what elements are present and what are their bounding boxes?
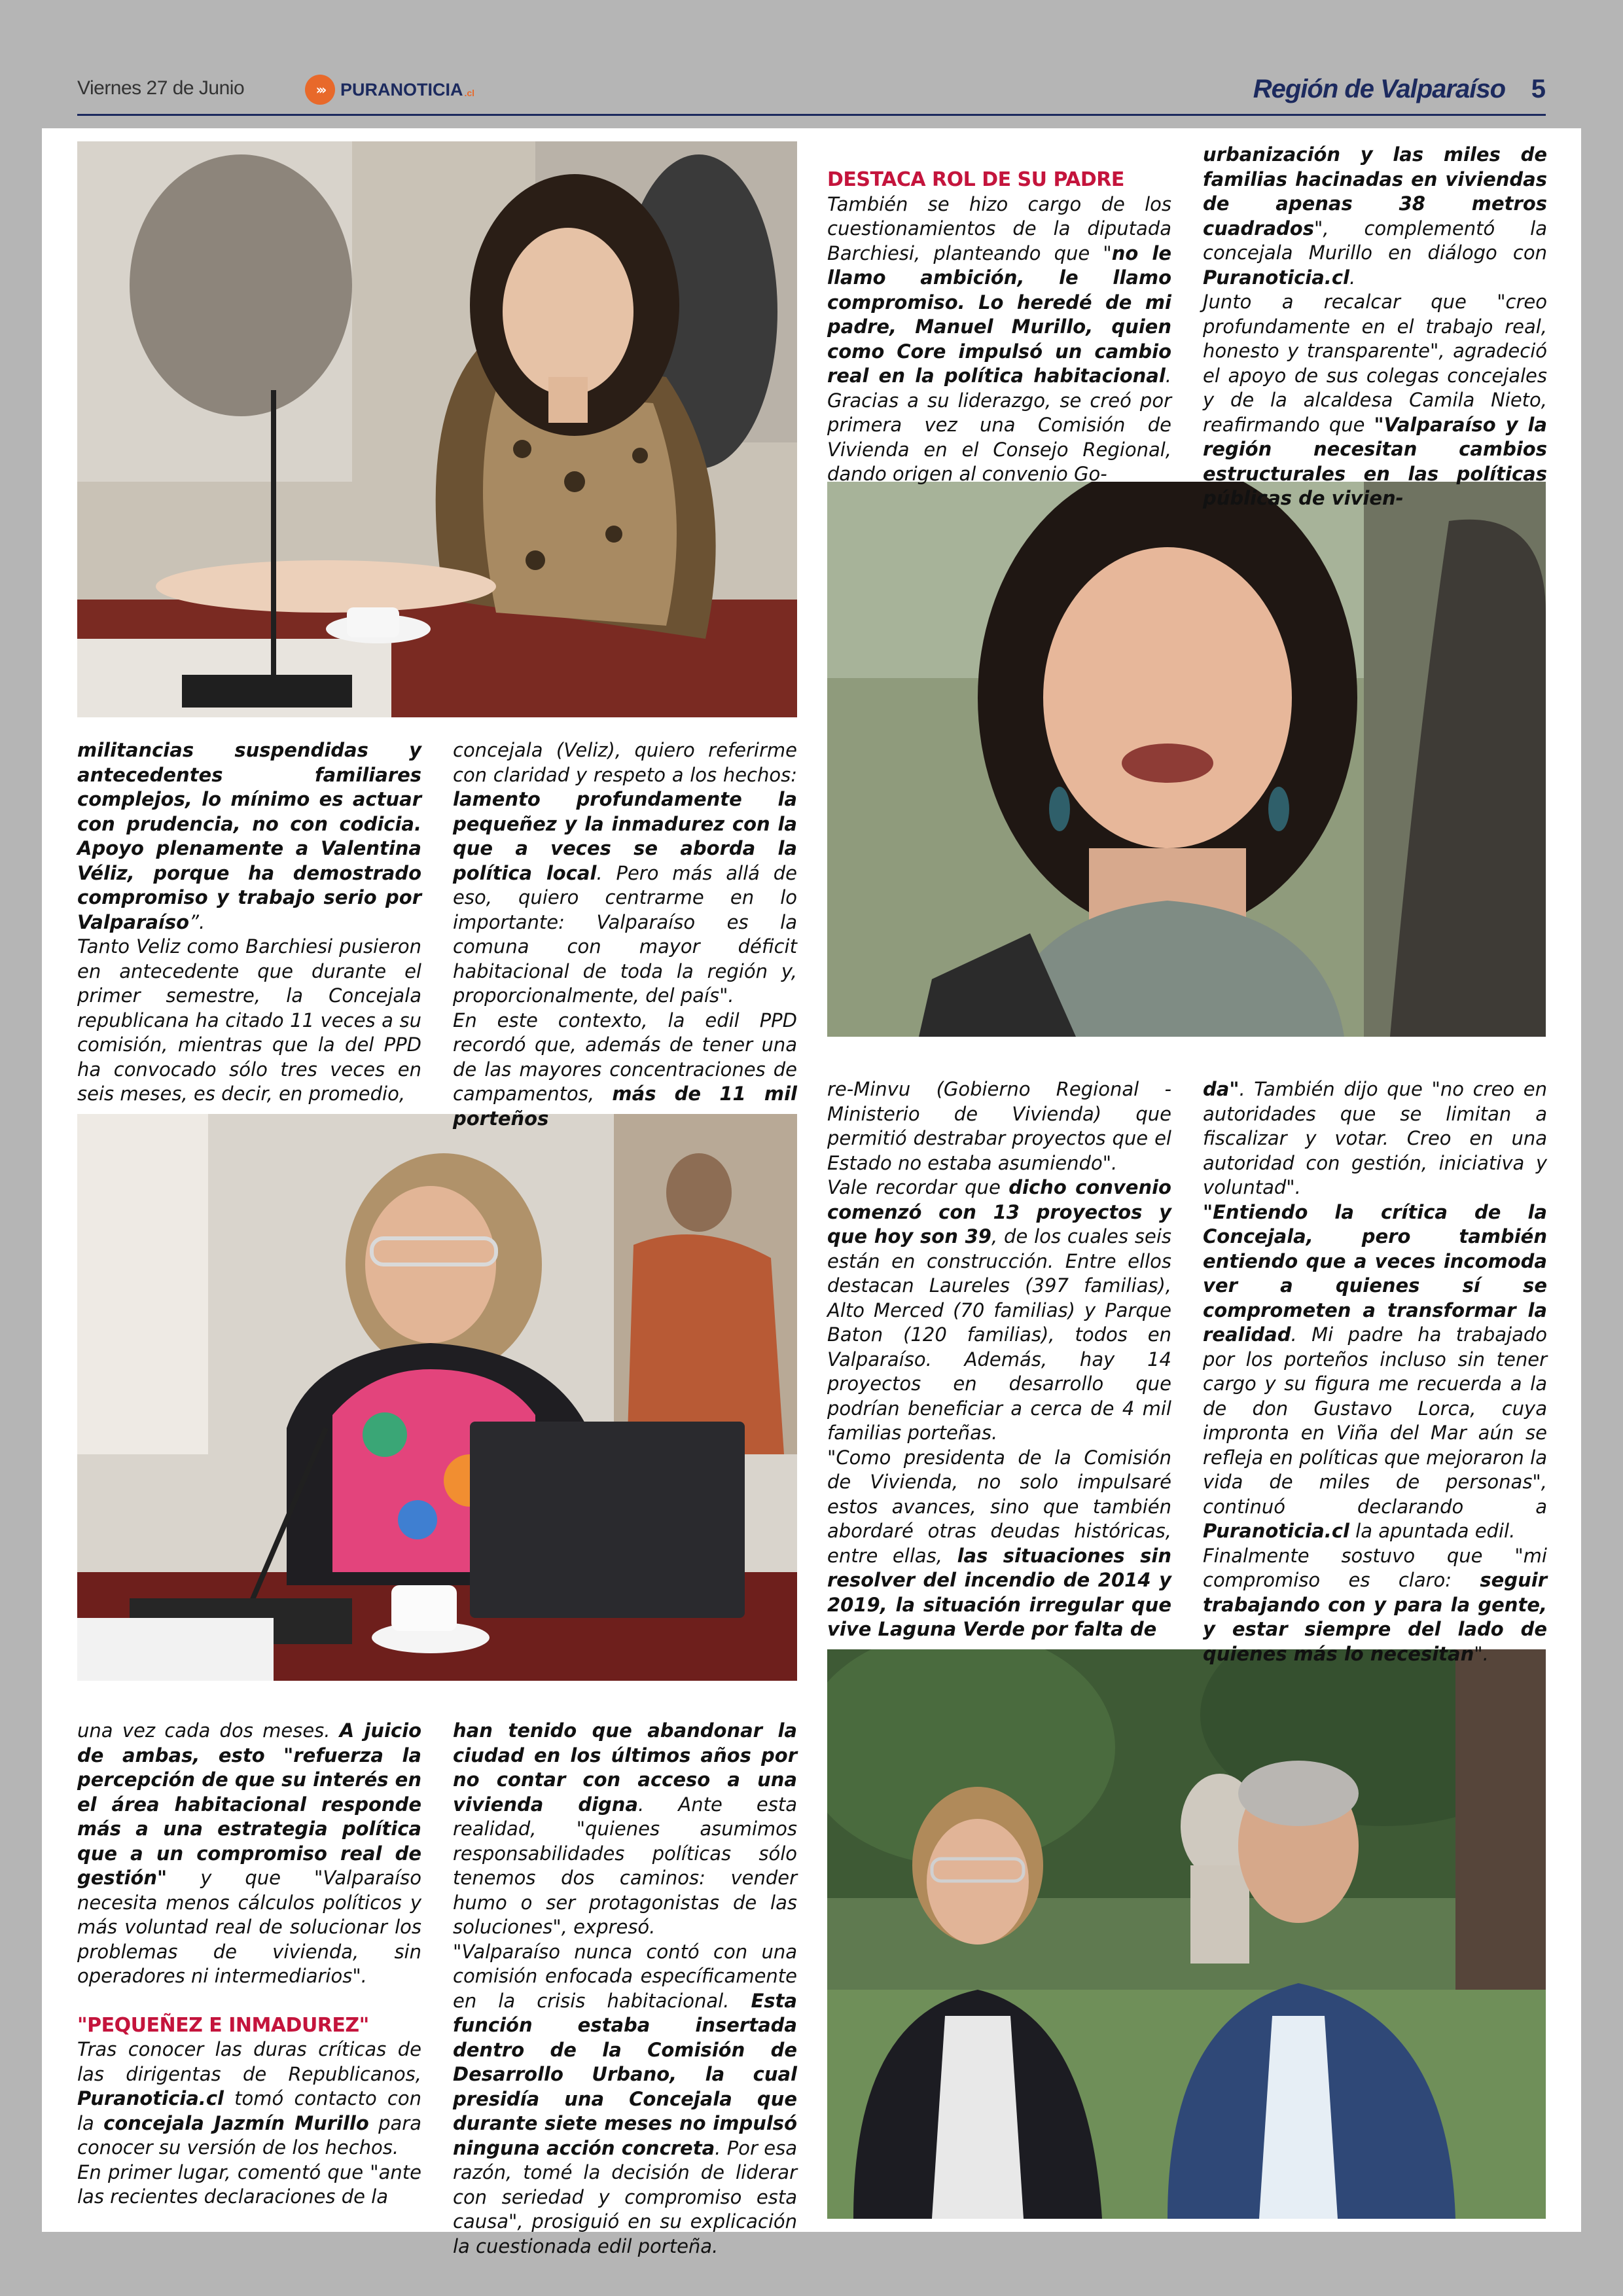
text-run: "Valparaíso nunca contó con una comisión enfocada específicamente en la crisis habitacional. [453,1940,797,2012]
quote-estrategia: A juicio de ambas, esto "refuerza la percepción de que su interés en el área habitacional responde más a una estrategia política que a un compromiso real de gestión" [77,1719,422,1889]
header-date: Viernes 27 de Junio [77,77,245,99]
brand-mention: Puranoticia.cl [1203,266,1349,289]
brand-arrows-icon: ››› [305,75,335,105]
highlight-abandonar: han tenido que abandonar la ciudad en los últimos años por no contar con acceso a una vivienda digna [453,1719,797,1816]
article-col-3-bottom [827,1077,1171,1642]
article-col-2-bottom [453,1719,797,2259]
text-run: En este contexto, la edil PPD recordó que, además de tener una de las mayores concentraciones de campamentos, [453,1009,797,1105]
paragraph: re-Minvu (Gobierno Regional - Ministerio de Vivienda) que permitió destrabar proyectos que el Estado no estaba asumiendo". [827,1078,1171,1174]
text-run: . Ante esta realidad, "quienes asumimos responsabilidades políticas sólo tenemos dos caminos: vender humo o ser protagonistas de las soluciones", expresó. [453,1793,797,1938]
article-col-2-top [453,738,797,1131]
header-rule [77,114,1546,116]
article-col-4-bottom [1203,1077,1547,1666]
paragraph: Tanto Veliz como Barchiesi pusieron en antecedente que durante el primer semestre, la Concejala republicana ha citado 11 veces a su comisión, mientras que la del PPD ha convocado sólo tres veces en seis meses, es decir, en promedio, [77,935,421,1105]
brand-name: PURANOTICIA [340,79,463,99]
page-number: 5 [1531,75,1546,103]
quote-end: da" [1203,1078,1240,1100]
photo-concejala-leopard [77,141,797,717]
quote-seguir-trabajando: seguir trabajando con y para la gente, y estar siempre del lado de quienes más lo necesitan [1203,1569,1547,1665]
text-run: . Por esa razón, tomé la decisión de liderar con seriedad y compromiso esta causa", prosiguió en su explicación la cuestionada edil porteña. [453,2136,798,2257]
brand-tld: .cl [464,88,475,98]
brand-logo[interactable] [305,73,474,106]
text-run: , de los cuales seis están en construcción. Entre ellos destacan Laureles (397 familias), Alto Merced (70 familias) y Parque Baton (120 familias), todos en Valparaíso. Además, hay 14 proyectos en desarrollo que podrían beneficiar a cerca de 4 mil familias porteñas. [827,1225,1171,1444]
spacer [77,1989,421,2013]
highlight-hacinadas: urbanización y las miles de familias hacinadas en viviendas de apenas 38 metros cuadrados [1203,143,1547,240]
section-title: Región de Valparaíso [1253,75,1505,103]
text-run: . También dijo que "no creo en autoridades que se limitan a fiscalizar y votar. Creo en una autoridad con gestión, iniciativa y voluntad". [1203,1078,1547,1198]
article-col-4-top [1203,143,1547,511]
brand-mention: Puranoticia.cl [77,2087,224,2109]
text-run: y que "Valparaíso necesita menos cálculos políticos y más voluntad real de solucionar los problemas de vivienda, sin operadores ni intermediarios". [77,1867,421,1987]
highlight-incendio: las situaciones sin resolver del incendio de 2014 y 2019, la situación irregular que vive Laguna Verde por falta de [827,1544,1171,1640]
highlight-comision: Esta función estaba insertada dentro de la Comisión de Desarrollo Urbano, la cual presidía una Concejala que durante siete meses no impulsó ninguna acción concreta [453,1989,797,2159]
photo-concejala-speaking [827,482,1546,1037]
photo-murillo-padre-hija [827,1649,1546,2219]
quote-pequenez: lamento profundamente la pequeñez y la inmadurez con la que a veces se aborda la política local [453,788,797,884]
text-run: ", complementó la concejala Murillo en diálogo con [1203,217,1547,264]
text-run: concejala (Veliz), quiero referirme con claridad y respeto a los hechos: [453,739,797,786]
quote-critica-concejala: "Entiendo la crítica de la Concejala, pero también entiendo que a veces incomoda ver a quienes sí se comprometen a transformar la realidad [1203,1200,1547,1346]
subheading-rol-padre: DESTACA ROL DE SU PADRE [827,168,1124,191]
subheading-pequenez: "PEQUEÑEZ E INMADUREZ" [77,2013,369,2037]
text-run: la apuntada edil. [1349,1520,1516,1542]
text-run: . Mi padre ha trabajado por los porteños incluso sin tener cargo y su figura me recuerda a la de don Gustavo Lorca, cuya impronta en Viña del Mar aún se refleja en políticas que mejoraron la vida de miles de personas", continuó declarando a [1203,1323,1547,1518]
text-run: tomó contacto con la [77,2087,421,2134]
quote-cambios-estructurales: "Valparaíso y la región necesitan cambios estructurales en las políticas públicas de vivien- [1203,413,1547,509]
paragraph: En primer lugar, comentó que "ante las recientes declaraciones de la [77,2161,421,2208]
text-run: una vez cada dos meses. [77,1719,340,1742]
text-run: Junto a recalcar que "creo profundamente en el trabajo real, honesto y transparente", agradeció el apoyo de sus colegas concejales y de la alcaldesa Camila Nieto, reafirmando que [1203,291,1547,436]
text-run: También se hizo cargo de los cuestionamientos de la diputada Barchiesi, planteando que " [827,192,1171,264]
quote-compromiso: no le llamo ambición, le llamo compromiso. Lo heredé de mi padre, Manuel Murillo, quien como Core impulsó un cambio real en la política habitacional [827,242,1171,387]
text-run: Finalmente sostuvo que "mi compromiso es claro: [1203,1544,1547,1591]
text-run: ". [1474,1642,1489,1665]
text-run: para conocer su versión de los hechos. [77,2111,421,2159]
article-col-1-top [77,738,421,1107]
text-run: Tras conocer las duras críticas de las dirigentas de Republicanos, [77,2038,421,2085]
highlight-11-mil: más de 11 mil porteños [453,1083,797,1130]
text-run: . [1349,266,1356,289]
text-run: . Gracias a su liderazgo, se creó por primera vez una Comisión de Vivienda en el Consejo Regional, dando origen al convenio Go- [827,365,1171,485]
brand-mention: Puranoticia.cl [1203,1520,1349,1542]
quote-apoyo-veliz: militancias suspendidas y antecedentes familiares complejos, lo mínimo es actuar con prudencia, no con codicia. Apoyo plenamente a Valentina Véliz, porque ha demostrado compromiso y trabajo serio por Valparaíso [77,739,421,933]
article-col-3-top [827,168,1171,487]
text-run: . Pero más allá de eso, quiero centrarme en lo importante: Valparaíso es la comuna con mayor déficit habitacional de toda la región y, proporcionalmente, del país". [453,861,797,1007]
article-col-1-bottom [77,1719,421,2210]
photo-concejala-laptop [77,1114,797,1681]
text-run: "Como presidenta de la Comisión de Vivienda, no solo impulsaré estos avances, sino que también abordaré otras deudas históricas, entre ellas, [827,1446,1171,1567]
name-jazmin-murillo: concejala Jazmín Murillo [103,2111,369,2134]
text-run: Vale recordar que [827,1176,1009,1198]
highlight-13-proyectos: dicho convenio comenzó con 13 proyectos y que hoy son 39 [827,1176,1171,1247]
text-run: ”. [189,910,205,933]
